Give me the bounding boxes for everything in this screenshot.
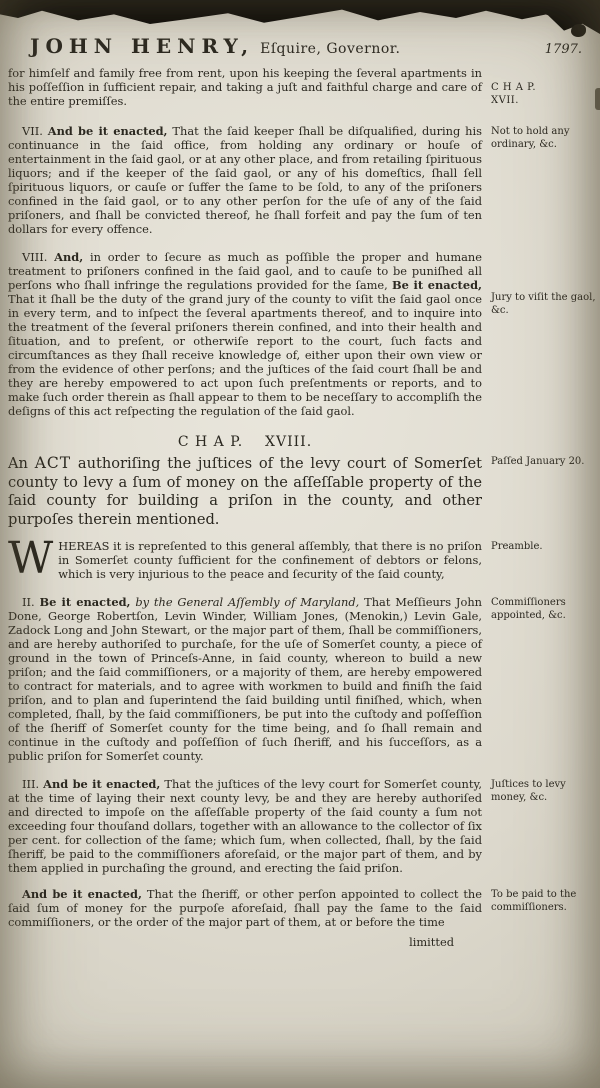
act-title-row [8, 454, 600, 529]
page-header [30, 34, 588, 58]
enacting-words: And, [54, 250, 84, 264]
enacting-words: And be it enacted, [22, 887, 142, 901]
margin-note-passed: Paſſed January 20. [491, 456, 585, 467]
margin-note-commissioners: Commiſſioners appointed, &c. [491, 597, 566, 621]
section-vii-paragraph [8, 124, 482, 236]
act-title-act: ACT [34, 454, 72, 472]
chap-xviii-heading: C H A P. XVIII. [177, 434, 313, 450]
enacting-words: And be it enacted, [47, 124, 168, 138]
section-ii-paragraph [8, 595, 482, 763]
section-iii-row [8, 777, 600, 875]
torn-edge-top [0, 0, 600, 24]
margin-note-preamble: Preamble. [491, 541, 543, 552]
section-number: VIII. [22, 250, 48, 264]
governor-name: JOHN HENRY, [30, 34, 255, 58]
margin-note-jury: Jury to viſit the gaol, &c. [491, 292, 596, 316]
act-title-rest: authoriſing the juſtices of the levy court of Somerſet county to levy a ſum of money on the aſſeſſable property of the ſaid county for building a priſon in the county, and other purpoſes therein mentioned. [8, 455, 483, 528]
year-label: 1797. [544, 42, 582, 57]
section-iii-paragraph [8, 777, 482, 875]
act-title [8, 454, 482, 529]
drop-cap: W [8, 533, 54, 584]
ink-blob-right [571, 24, 586, 37]
section-body: in order to ſecure as much as poſſible the proper and humane treatment to priſoners confined in the ſaid gaol, and to cauſe to be puniſhed all perſons who ſhall infringe the regulations provided for the ſame, [8, 250, 483, 292]
preamble-paragraph [8, 533, 482, 584]
section-iv-paragraph [8, 887, 482, 929]
edge-tick-right [595, 88, 600, 110]
section-viii-row [8, 250, 600, 418]
enacting-words: And be it enacted, [43, 777, 161, 791]
margin-note-line: XVII. [491, 94, 519, 106]
section-body: That the juſtices of the levy court for Somerſet county, at the time of laying their next county levy, be and they are hereby authoriſed and directed to impoſe on the aſſeſſable property of the ſaid county a ſum not exceeding four thouſand dollars, together with an allowance to the collector of ſix per cent. for collection of the ſame; which ſum, when collected, ſhall, by the ſaid ſheriff, be paid to the commiſſioners aforeſaid, or the major part of them, and by them applied in purchaſing the ground, and erecting the ſaid priſon. [8, 777, 482, 875]
paragraph-text: HEREAS it is repreſented to this general aſſembly, that there is no priſon in Somerſet county ſufficient for the confinement of debtors or felons, which is very injurious to the peace and ſecurity of the ſaid county, [58, 539, 482, 581]
continuation-row [8, 66, 600, 108]
section-body: That the ſaid keeper ſhall be diſqualified, during his continuance in the ſaid office, from holding any ordinary or houſe of entertainment in the ſaid gaol, or at any other place, and from retailing ſpirituous liquors; and if the keeper of the ſaid gaol, or any of his domeſtics, ſhall ſell ſpirituous liquors, or cauſe or ſuffer the ſame to be ſold, to any of the priſoners confined in the ſaid gaol, or to any other perſon for the uſe of any of the ſaid priſoners, and ſhall be convicted thereof, he ſhall forfeit and pay the ſum of ten dollars for every offence. [8, 124, 482, 236]
section-number: VII. [22, 124, 43, 138]
governor-title-suffix: Eſquire, Governor. [260, 41, 401, 57]
section-number: III. [22, 777, 40, 791]
act-title-an: An [8, 455, 28, 472]
enacting-words: Be it enacted, [39, 595, 131, 609]
margin-note-ordinary: Not to hold any ordinary, &c. [491, 126, 570, 150]
chap-xviii-heading-row [8, 434, 600, 450]
continuation-paragraph [8, 66, 482, 108]
section-body: That Meſſieurs John Done, George Robertſon, Levin Winder, William Jones, (Menokin,) Levin Gale, Zadock Long and John Stewart, or the major part of them, ſhall be commiſſioners, and are hereby authoriſed to purchaſe, for the uſe of Somerſet county, a piece of ground in the town of Princeſs-Anne, in ſaid county, whereon to build a new priſon; and the ſaid commiſſioners, or a majority of them, are hereby empowered to contract for materials, and to agree with workmen to build and finiſh the ſaid priſon, and to plan and ſuperintend the ſaid building until finiſhed, which, when completed, ſhall, by the ſaid commiſſioners, be put into the cuſtody and poſſeſſion of the ſheriff of Somerſet county for the time being, and ſo ſhall remain and continue in the cuſtody and poſſeſſion of ſuch ſheriff, and his ſucceſſors, as a public priſon for Somerſet county. [8, 595, 483, 763]
section-vii-row [8, 124, 600, 236]
section-ii-row [8, 595, 600, 763]
section-number: II. [22, 595, 35, 609]
paragraph-text: for himſelf and family free from rent, upon his keeping the ſeveral apartments in his poſſeſſion in ſufficient repair, and taking a juſt and faithful charge and care of the entire premiſſes. [8, 66, 482, 108]
enacting-words: Be it enacted, [392, 278, 482, 292]
assembly-byline: by the General Aſſembly of Maryland, [135, 595, 360, 609]
section-iv-row [8, 887, 600, 949]
section-viii-paragraph [8, 250, 482, 418]
margin-note-paid: To be paid to the commiſſioners. [491, 889, 577, 913]
margin-note-levy: Juſtices to levy money, &c. [491, 779, 566, 803]
catchword: limitted [409, 935, 454, 949]
margin-note-chap-xvii [491, 82, 596, 107]
section-body: That it ſhall be the duty of the grand jury of the county to viſit the ſaid gaol once in every term, and to inſpect the ſeveral apartments thereof, and to inquire into the treatment of the ſeveral priſoners therein confined, and into their health and ſituation, and to preſent, or otherwiſe report to the court, ſuch facts and circumſtances as they ſhall receive knowledge of, either upon their own view or from the evidence of other perſons; and the juſtices of the ſaid court ſhall be and they are hereby empowered to act upon ſuch preſentments or reports, and to make ſuch order therein as ſhall appear to them to be neceſſary to accompliſh the deſigns of this act reſpecting the regulation of the ſaid gaol. [8, 292, 482, 418]
margin-note-line: C H A P. [491, 82, 537, 93]
section-body: That the ſheriff, or other perſon appointed to collect the ſaid ſum of money for the purpoſe aforeſaid, ſhall pay the ſame to the ſaid commiſſioners, or the order of the major part of them, at or before the time [8, 887, 482, 929]
preamble-row [8, 533, 600, 584]
